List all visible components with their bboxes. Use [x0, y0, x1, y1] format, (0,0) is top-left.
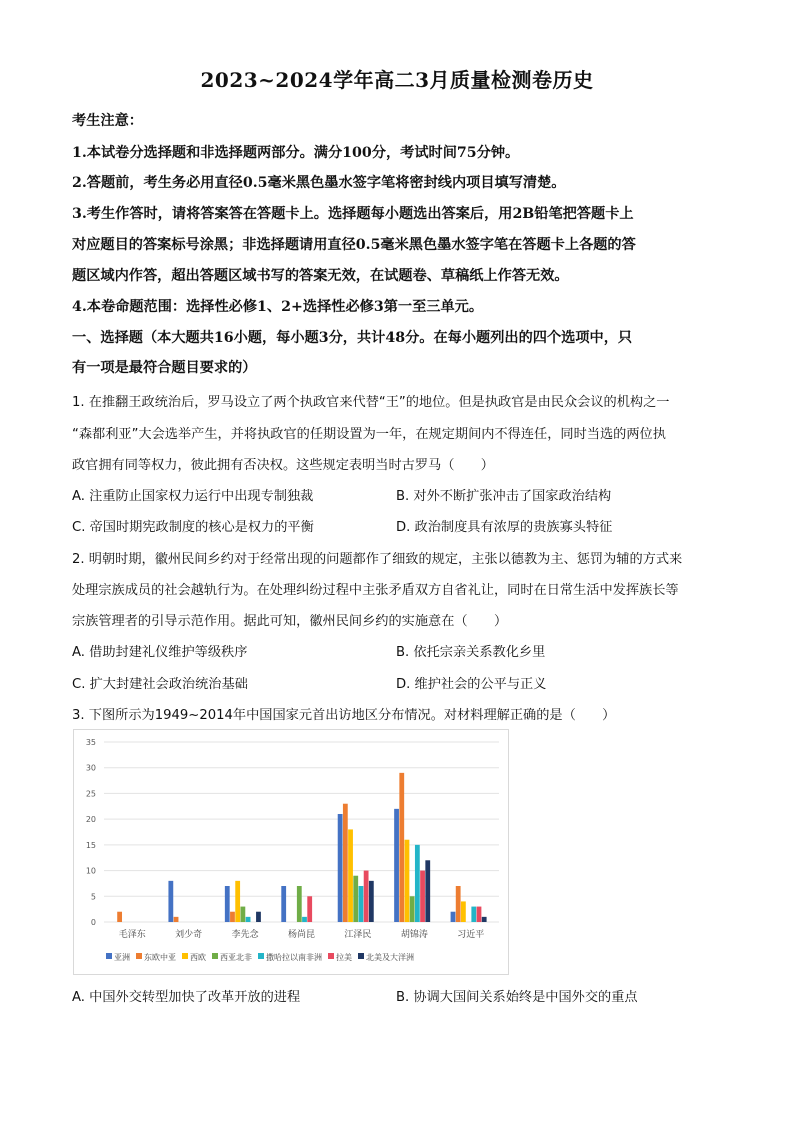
x-tick-label: 习近平: [457, 930, 485, 940]
bar: [410, 896, 415, 922]
q3-stem: 3. 下图所示为1949~2014年中国国家元首出访地区分布情况。对材料理解正确的是（ ）: [72, 708, 616, 723]
bar: [307, 896, 312, 922]
q1-stem-line-2: “森都利亚”大会选举产生，并将执政官的任期设置为一年，在规定期间内不得连任，同时当选的两位执: [72, 427, 666, 442]
legend-label: 北美及大洋洲: [366, 953, 414, 962]
bar: [302, 917, 307, 922]
bar: [399, 773, 404, 922]
legend-label: 西亚北非: [220, 953, 252, 962]
bar: [338, 814, 343, 922]
legend-swatch: [212, 953, 218, 959]
x-tick-label: 刘少奇: [175, 930, 203, 940]
q2-stem-line-2: 处理宗族成员的社会越轨行为。在处理纠纷过程中主张矛盾双方自省礼让，同时在日常生活中发挥族长等: [72, 583, 679, 598]
notice-item-3: 3.考生作答时，请将答案答在答题卡上。选择题每小题选出答案后，用2B铅笔把答题卡上: [72, 206, 634, 222]
bar: [359, 886, 364, 922]
bar: [353, 876, 358, 922]
notice-item-1: 1.本试卷分选择题和非选择题两部分。满分100分，考试时间75分钟。: [72, 145, 520, 161]
bar: [240, 907, 245, 922]
y-tick-label: 15: [85, 840, 96, 850]
legend-label: 亚洲: [114, 953, 130, 962]
legend-swatch: [106, 953, 112, 959]
x-tick-label: 杨尚昆: [287, 930, 316, 940]
q1-stem-line-1: 1. 在推翻王政统治后，罗马设立了两个执政官来代替“王”的地位。但是执政官是由民众会议的机构之一: [72, 395, 670, 410]
y-tick-label: 25: [85, 789, 96, 799]
bar: [364, 871, 369, 922]
notice-item-2: 2.答题前，考生务必用直径0.5毫米黑色墨水签字笔将密封线内项目填写清楚。: [72, 175, 566, 191]
bar: [420, 871, 425, 922]
legend-label: 东欧中亚: [144, 953, 176, 962]
legend-swatch: [358, 953, 364, 959]
q1-stem-line-3: 政官拥有同等权力，彼此拥有否决权。这些规定表明当时古罗马（ ）: [72, 458, 494, 473]
x-tick-label: 毛泽东: [118, 930, 146, 940]
q1-option-b[interactable]: B. 对外不断扩张冲击了国家政治结构: [396, 489, 612, 504]
legend-swatch: [182, 953, 188, 959]
section-heading: 一、选择题（本大题共16小题，每小题3分，共计48分。在每小题列出的四个选项中，只: [72, 330, 633, 346]
notice-item-4: 4.本卷命题范围：选择性必修1、2+选择性必修3第一至三单元。: [72, 299, 484, 315]
bar: [451, 912, 456, 922]
bar: [246, 917, 251, 922]
x-tick-label: 胡锦涛: [400, 930, 428, 940]
bar: [174, 917, 179, 922]
q2-stem-line-1: 2. 明朝时期，徽州民间乡约对于经常出现的问题都作了细致的规定，主张以德教为主、惩罚为辅的方式来: [72, 552, 683, 567]
bar: [230, 912, 235, 922]
x-tick-label: 李先念: [231, 930, 259, 940]
legend-swatch: [136, 953, 142, 959]
q2-option-b[interactable]: B. 依托宗亲关系教化乡里: [396, 645, 546, 660]
q2-option-d[interactable]: D. 维护社会的公平与正义: [396, 677, 547, 692]
bar: [297, 886, 302, 922]
q1-option-c[interactable]: C. 帝国时期宪政制度的核心是权力的平衡: [72, 520, 314, 535]
bar: [256, 912, 261, 922]
bar: [168, 881, 173, 922]
q3-chart: [73, 729, 509, 975]
bar: [394, 809, 399, 922]
bar: [117, 912, 122, 922]
bar: [225, 886, 230, 922]
bar: [343, 804, 348, 922]
legend-swatch: [258, 953, 264, 959]
y-tick-label: 35: [85, 738, 96, 747]
y-tick-label: 0: [90, 918, 96, 927]
legend-swatch: [328, 953, 334, 959]
q2-stem-line-3: 宗族管理者的引导示范作用。据此可知，徽州民间乡约的实施意在（ ）: [72, 614, 508, 629]
section-heading-cont: 有一项是最符合题目要求的）: [72, 360, 257, 376]
y-tick-label: 30: [85, 763, 96, 773]
q2-option-c[interactable]: C. 扩大封建社会政治统治基础: [72, 677, 248, 692]
bar: [461, 901, 466, 922]
bar: [482, 917, 487, 922]
legend-label: 西欧: [190, 953, 206, 962]
y-tick-label: 5: [90, 892, 96, 902]
q1-option-a[interactable]: A. 注重防止国家权力运行中出现专制独裁: [72, 489, 314, 504]
q3-option-a[interactable]: A. 中国外交转型加快了改革开放的进程: [72, 990, 301, 1005]
bar: [471, 907, 476, 922]
q2-option-a[interactable]: A. 借助封建礼仪维护等级秩序: [72, 645, 248, 660]
bar: [348, 829, 353, 922]
q3-option-b[interactable]: B. 协调大国间关系始终是中国外交的重点: [396, 990, 638, 1005]
chart-svg: [74, 730, 508, 974]
bar: [477, 907, 482, 922]
bar: [405, 840, 410, 922]
legend-label: 撒哈拉以南非洲: [266, 953, 322, 962]
legend-label: 拉美: [336, 953, 352, 962]
bar: [456, 886, 461, 922]
x-tick-label: 江泽民: [344, 930, 372, 940]
page-title: 2023~2024学年高二3月质量检测卷历史: [200, 68, 594, 92]
notice-item-3-cont: 对应题目的答案标号涂黑；非选择题请用直径0.5毫米黑色墨水签字笔在答题卡上各题的答: [72, 237, 636, 253]
y-tick-label: 20: [85, 815, 96, 825]
bar: [415, 845, 420, 922]
bar: [425, 860, 430, 922]
y-tick-label: 10: [85, 866, 96, 876]
bar: [281, 886, 286, 922]
q1-option-d[interactable]: D. 政治制度具有浓厚的贵族寡头特征: [396, 520, 613, 535]
notice-item-3-cont2: 题区域内作答，超出答题区域书写的答案无效，在试题卷、草稿纸上作答无效。: [72, 268, 569, 284]
notice-heading: 考生注意：: [72, 113, 143, 129]
bar: [235, 881, 240, 922]
bar: [369, 881, 374, 922]
